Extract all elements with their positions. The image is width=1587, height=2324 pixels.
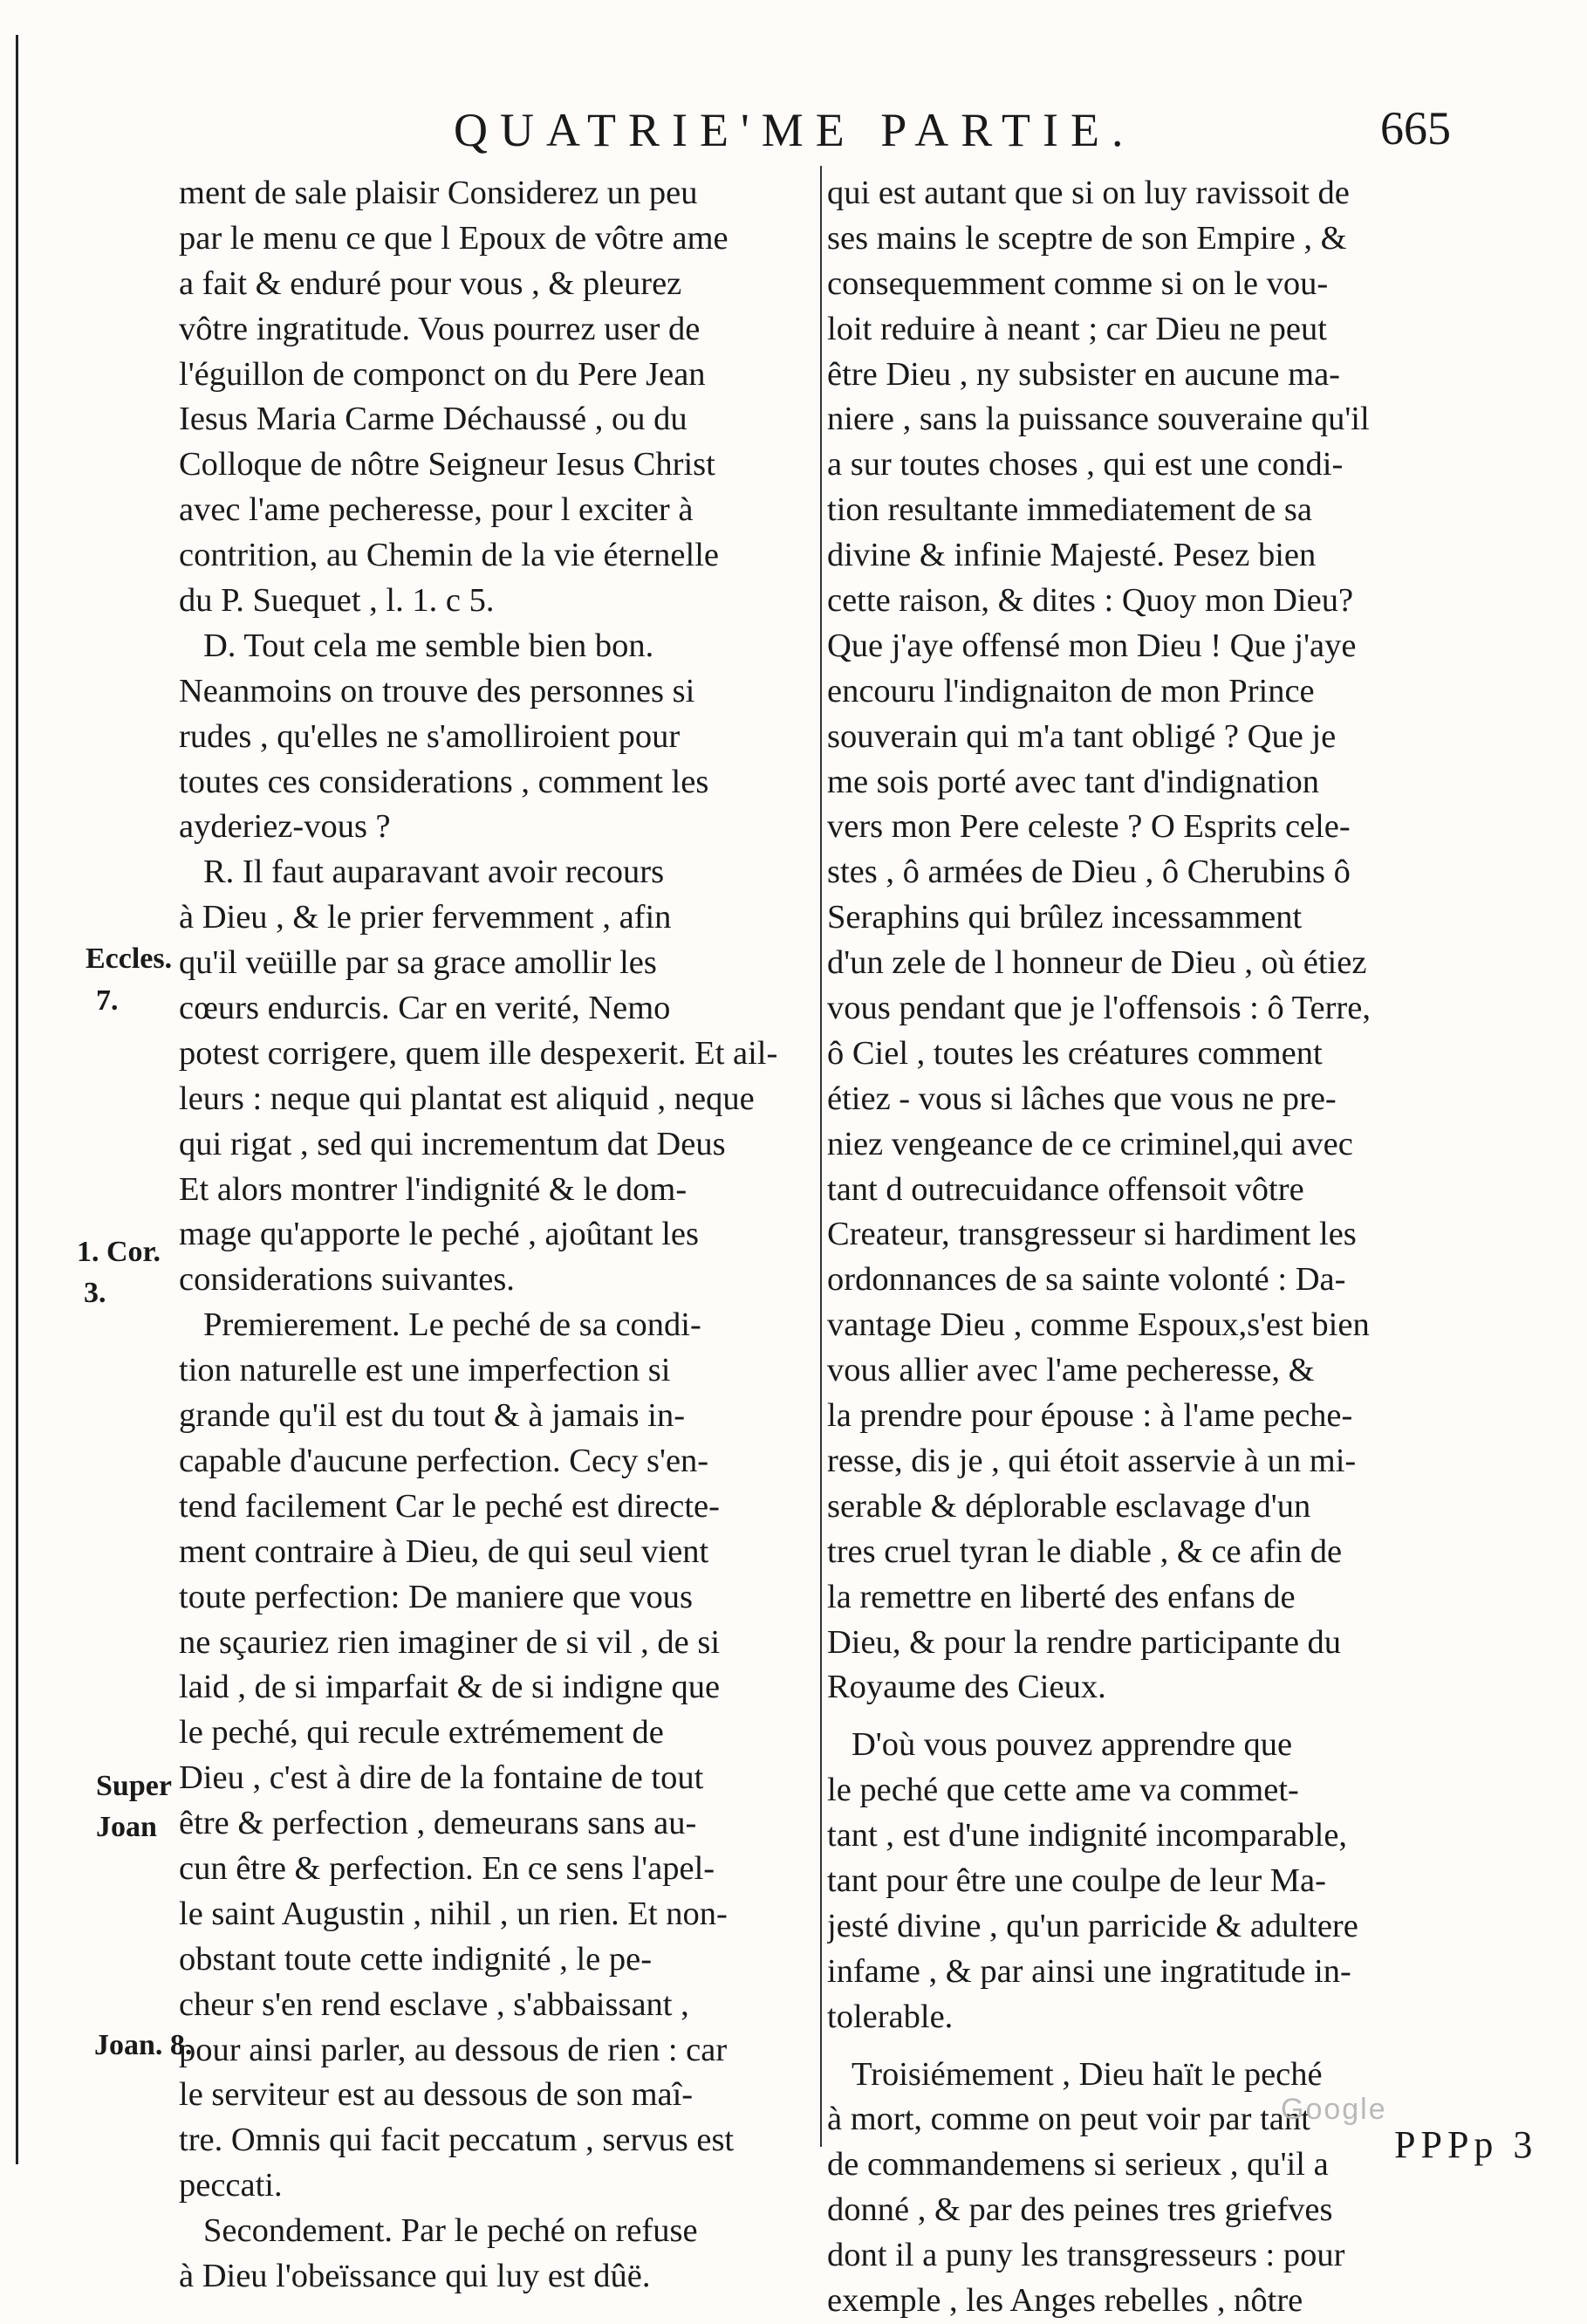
margin-note: Eccles.: [86, 943, 173, 975]
margin-note: Joan: [96, 1811, 157, 1843]
text-line: leurs : neque qui plantat est aliquid , neque: [179, 1080, 755, 1117]
text-line: cheur s'en rend esclave , s'abbaissant ,: [179, 1985, 689, 2023]
text-line: Que j'aye offensé mon Dieu ! Que j'aye: [827, 627, 1357, 664]
text-line: être Dieu , ny subsister en aucune ma-: [827, 355, 1340, 393]
text-line: a fait & enduré pour vous , & pleurez: [179, 264, 682, 302]
text-line: vous allier avec l'ame pecheresse, &: [827, 1352, 1315, 1389]
text-line: étiez - vous si lâches que vous ne pre-: [827, 1080, 1337, 1117]
text-line: D'où vous pouvez apprendre que: [852, 1726, 1293, 1764]
text-line: Dieu, & pour la rendre participante du: [827, 1623, 1342, 1661]
text-line: peccati.: [179, 2167, 283, 2204]
text-line: vous pendant que je l'offensois : ô Terre,: [827, 990, 1371, 1027]
margin-note: Super: [96, 1770, 172, 1802]
text-line: le serviteur est au dessous de son maî-: [179, 2076, 694, 2114]
text-line: grande qu'il est du tout & à jamais in-: [179, 1397, 686, 1435]
left-column: [179, 171, 809, 2300]
page-number: 665: [1380, 102, 1451, 154]
text-line: potest corrigere, quem ille despexerit. Et ail-: [179, 1034, 778, 1072]
text-line: le saint Augustin , nihil , un rien. Et non-: [179, 1895, 728, 1932]
text-line: être & perfection , demeurans sans au-: [179, 1805, 697, 1842]
text-line: de commandemens si serieux , qu'il a: [827, 2146, 1329, 2183]
text-line: a sur toutes choses , qui est une condi-: [827, 446, 1344, 483]
text-line: considerations suivantes.: [179, 1261, 515, 1299]
text-line: ment contraire à Dieu, de qui seul vient: [179, 1532, 709, 1570]
text-line: cette raison, & dites : Quoy mon Dieu?: [827, 582, 1354, 620]
text-line: niez vengeance de ce criminel,qui avec: [827, 1125, 1353, 1162]
text-line: Iesus Maria Carme Déchaussé , ou du: [179, 401, 687, 438]
text-line: Premierement. Le peché de sa condi-: [203, 1306, 701, 1344]
text-line: obstant toute cette indignité , le pe-: [179, 1940, 653, 1978]
margin-note: 3.: [84, 1277, 106, 1309]
text-line: Secondement. Par le peché on refuse: [203, 2212, 698, 2250]
text-line: rudes , qu'elles ne s'amolliroient pour: [179, 717, 681, 755]
text-line: exemple , les Anges rebelles , nôtre: [827, 2281, 1303, 2319]
text-line: loit reduire à neant ; car Dieu ne peut: [827, 310, 1327, 347]
text-line: tolerable.: [827, 1998, 954, 2035]
text-line: tion resultante immediatement de sa: [827, 491, 1312, 529]
text-line: Et alors montrer l'indignité & le dom-: [179, 1170, 687, 1208]
page-edge-rule: [16, 35, 18, 2164]
text-line: ne sçauriez rien imaginer de si vil , de si: [179, 1623, 721, 1661]
text-line: toute perfection: De maniere que vous: [179, 1578, 694, 1615]
paragraph-gap: [827, 1710, 1440, 1723]
text-line: resse, dis je , qui étoit asservie à un mi-: [827, 1442, 1357, 1479]
text-line: consequemment comme si on le vou-: [827, 264, 1329, 302]
text-line: vers mon Pere celeste ? O Esprits cele-: [827, 808, 1351, 846]
running-head: QUATRIE'ME PARTIE.: [454, 104, 1136, 156]
text-line: souverain qui m'a tant obligé ? Que je: [827, 717, 1337, 755]
text-line: toutes ces considerations , comment les: [179, 763, 709, 800]
text-line: avec l'ame pecheresse, pour l exciter à: [179, 491, 694, 529]
text-line: tant d outrecuidance offensoit vôtre: [827, 1170, 1304, 1208]
text-line: le peché, qui recule extrémement de: [179, 1714, 664, 1752]
margin-note: 1. Cor.: [77, 1236, 161, 1268]
text-line: qui est autant que si on luy ravissoit de: [827, 175, 1350, 211]
text-line: le peché que cette ame va commet-: [827, 1772, 1299, 1809]
text-line: Dieu , c'est à dire de la fontaine de tout: [179, 1759, 704, 1797]
text-line: tant pour être une coulpe de leur Ma-: [827, 1861, 1326, 1899]
text-line: d'un zele de l honneur de Dieu , où étiez: [827, 944, 1367, 982]
text-line: vôtre ingratitude. Vous pourrez user de: [179, 310, 701, 347]
text-line: jesté divine , qu'un parricide & adultere: [827, 1907, 1358, 1944]
text-line: ô Ciel , toutes les créatures comment: [827, 1034, 1323, 1072]
text-line: stes , ô armées de Dieu , ô Cherubins ô: [827, 854, 1351, 891]
text-line: ses mains le sceptre de son Empire , &: [827, 219, 1347, 257]
digitization-watermark: Google: [1281, 2093, 1387, 2126]
text-line: à mort, comme on peut voir par tant: [827, 2101, 1310, 2138]
text-line: vantage Dieu , comme Espoux,s'est bien: [827, 1306, 1370, 1344]
text-line: Royaume des Cieux.: [827, 1669, 1106, 1706]
signature-mark: PPPp 3: [1394, 2123, 1538, 2166]
text-line: la prendre pour épouse : à l'ame peche-: [827, 1397, 1353, 1435]
text-line: laid , de si imparfait & de si indigne que: [179, 1669, 721, 1706]
column-divider: [820, 166, 822, 2147]
text-line: niere , sans la puissance souveraine qu'il: [827, 401, 1370, 438]
text-line: serable & déplorable esclavage d'un: [827, 1487, 1311, 1525]
text-line: Troisiémement , Dieu haït le peché: [852, 2055, 1323, 2093]
text-line: ordonnances de sa sainte volonté : Da-: [827, 1261, 1346, 1299]
text-line: infame , & par ainsi une ingratitude in-: [827, 1952, 1351, 1990]
text-line: tend facilement Car le peché est directe-: [179, 1487, 720, 1525]
text-line: capable d'aucune perfection. Cecy s'en-: [179, 1442, 709, 1479]
text-line: Neanmoins on trouve des personnes si: [179, 672, 695, 710]
margin-note: 7.: [96, 984, 119, 1017]
text-line: Createur, transgresseur si hardiment les: [827, 1216, 1357, 1253]
text-line: contrition, au Chemin de la vie éternelle: [179, 537, 719, 574]
text-line: dont il a puny les transgresseurs : pour: [827, 2237, 1345, 2274]
text-line: me sois porté avec tant d'indignation: [827, 763, 1319, 800]
text-line: donné , & par des peines tres griefves: [827, 2191, 1333, 2229]
text-line: la remettre en liberté des enfans de: [827, 1578, 1296, 1615]
text-line: par le menu ce que l Epoux de vôtre ame: [179, 219, 729, 257]
text-line: mage qu'apporte le peché , ajoûtant les: [179, 1216, 699, 1253]
text-line: cœurs endurcis. Car en verité, Nemo: [179, 990, 671, 1027]
text-line: R. Il faut auparavant avoir recours: [203, 854, 665, 891]
text-line: Colloque de nôtre Seigneur Iesus Christ: [179, 446, 715, 483]
text-line: Seraphins qui brûlez incessamment: [827, 899, 1303, 936]
text-line: pour ainsi parler, au dessous de rien : car: [179, 2031, 728, 2068]
text-line: ayderiez-vous ?: [179, 808, 391, 846]
text-line: tres cruel tyran le diable , & ce afin de: [827, 1532, 1343, 1570]
text-line: encouru l'indignaiton de mon Prince: [827, 672, 1315, 710]
text-line: tre. Omnis qui facit peccatum , servus est: [179, 2122, 735, 2159]
text-line: divine & infinie Majesté. Pesez bien: [827, 537, 1317, 574]
text-line: l'éguillon de componct on du Pere Jean: [179, 355, 706, 393]
text-line: à Dieu , & le prier fervemment , afin: [179, 899, 672, 936]
text-line: tant , est d'une indignité incomparable,: [827, 1817, 1348, 1854]
text-line: D. Tout cela me semble bien bon.: [203, 627, 654, 664]
text-line: tion naturelle est une imperfection si: [179, 1352, 671, 1389]
text-line: ment de sale plaisir Considerez un peu: [179, 175, 698, 211]
text-line: à Dieu l'obeïssance qui luy est dûë.: [179, 2257, 651, 2294]
text-line: du P. Suequet , l. 1. c 5.: [179, 582, 495, 620]
text-line: qu'il veüille par sa grace amollir les: [179, 944, 657, 982]
paragraph-gap: [827, 2040, 1440, 2053]
text-line: qui rigat , sed qui incrementum dat Deus: [179, 1125, 726, 1162]
right-column: [827, 171, 1440, 2324]
margin-note: Joan. 8.: [94, 2029, 193, 2061]
text-line: cun être & perfection. En ce sens l'apel-: [179, 1849, 715, 1887]
